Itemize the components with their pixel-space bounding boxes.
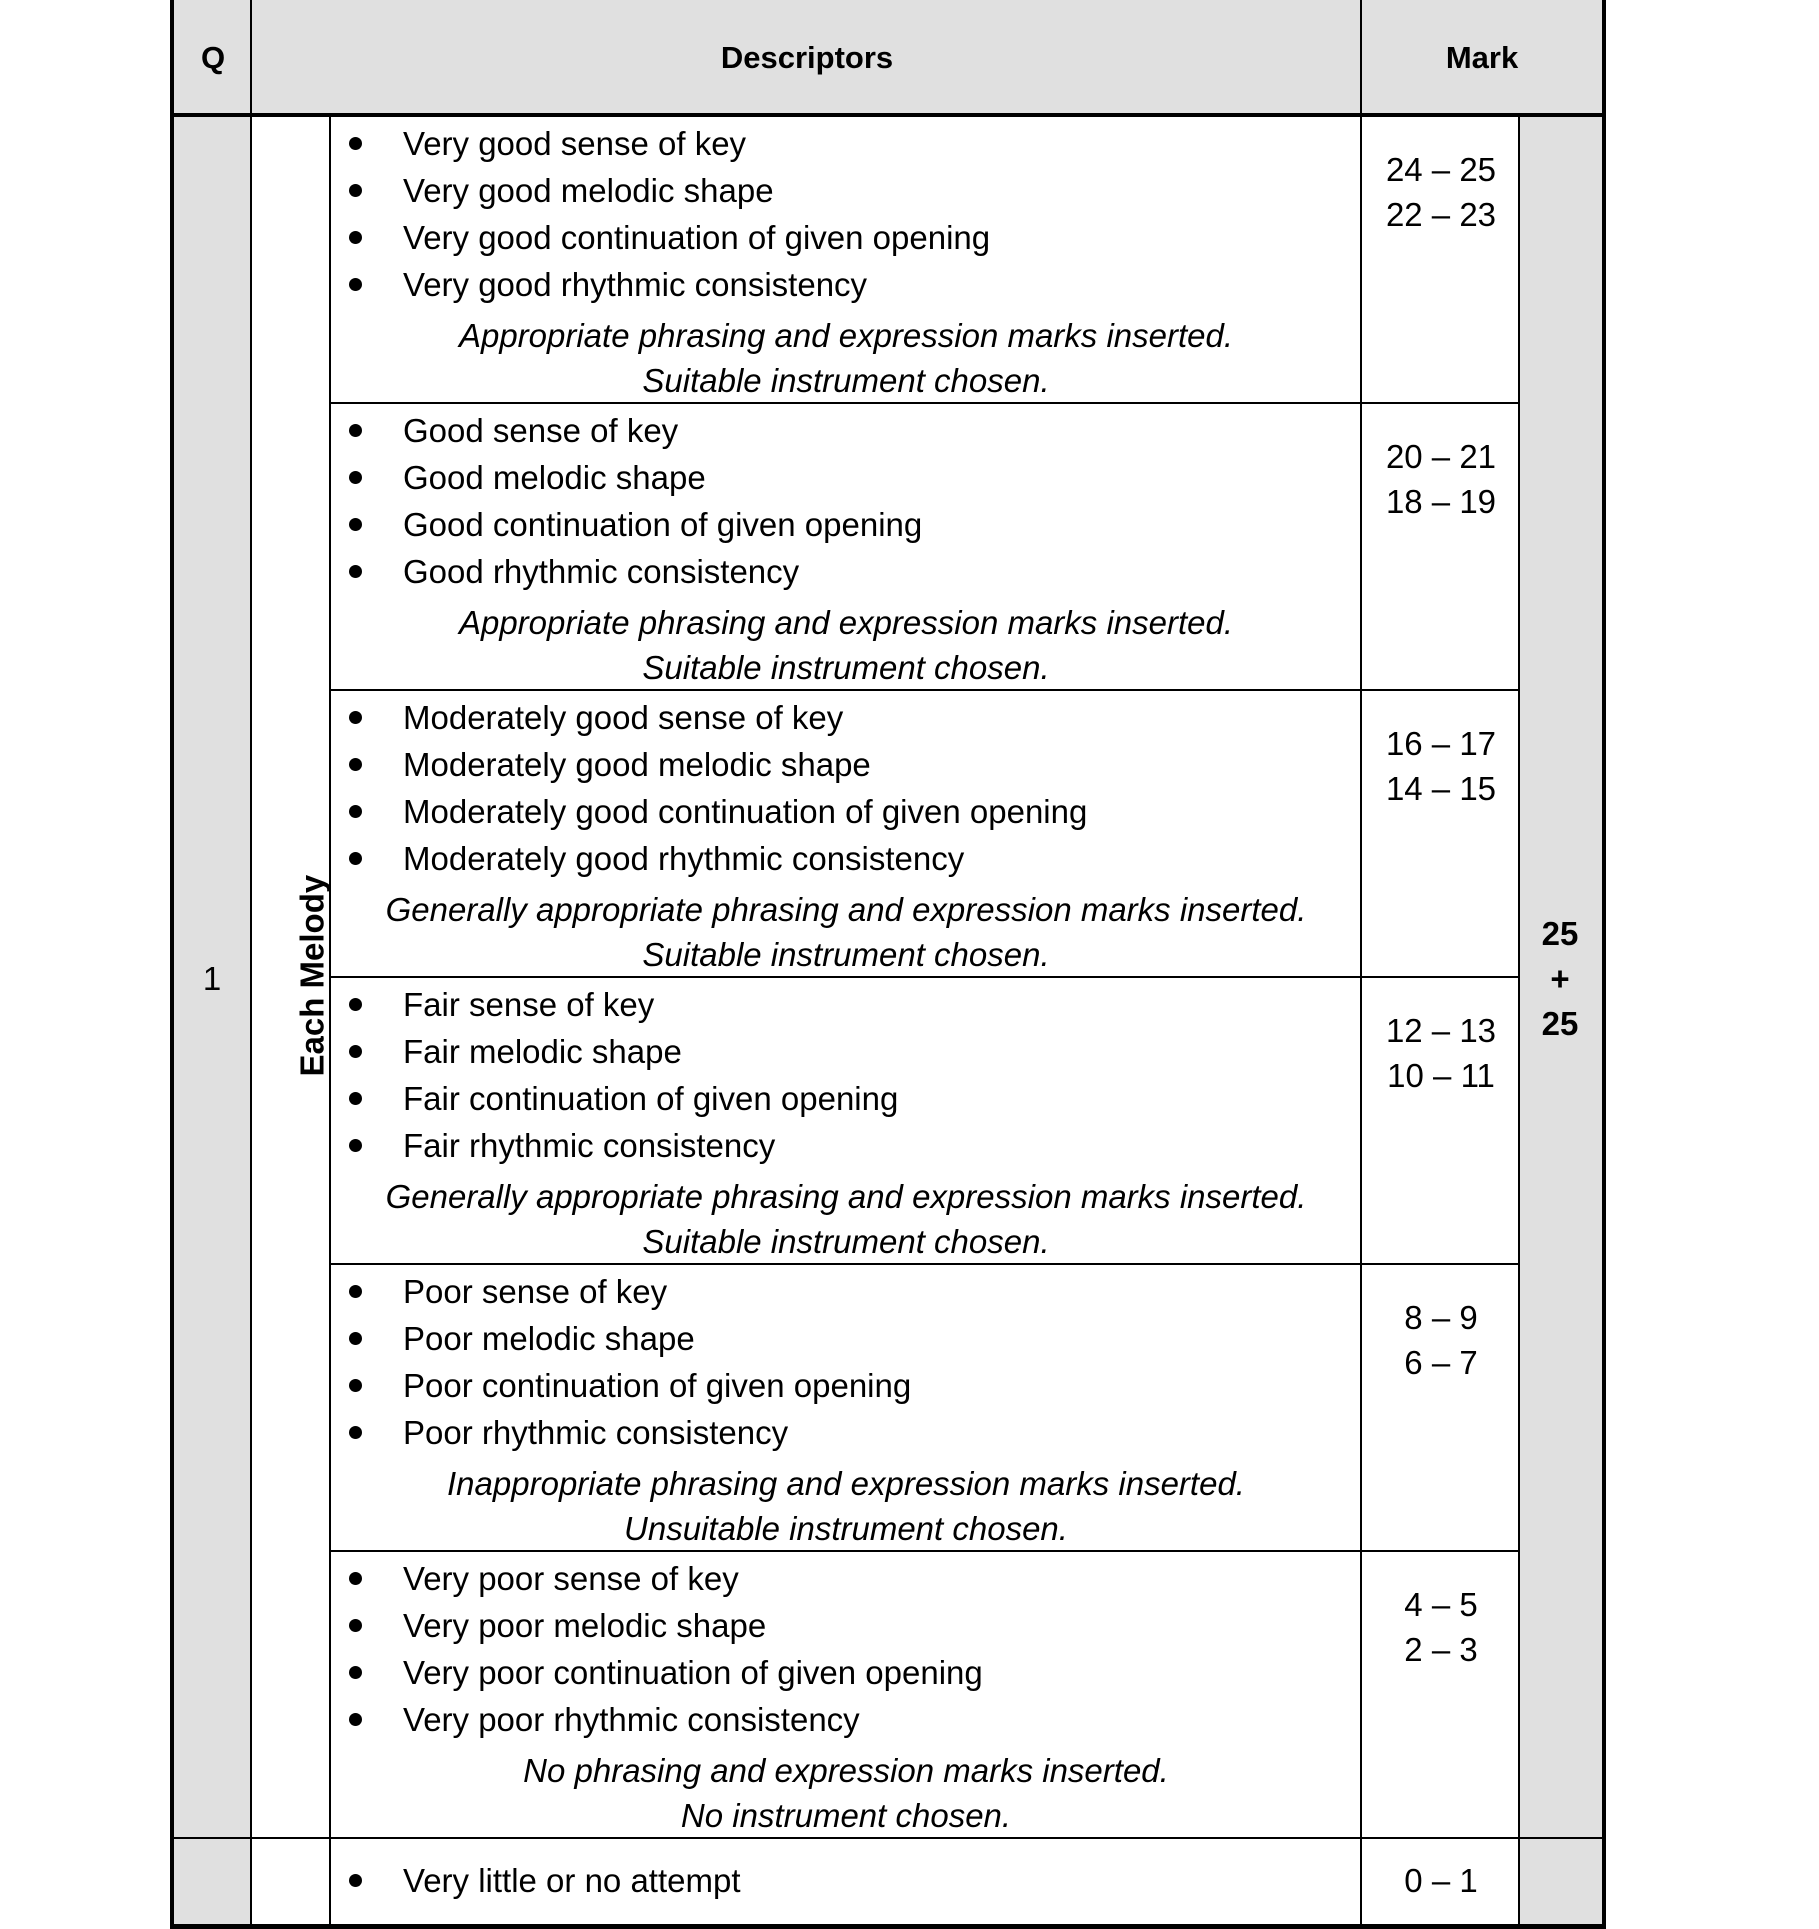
bullet-icon	[349, 137, 362, 150]
bullet-icon	[349, 805, 362, 818]
total-top: 25	[1541, 915, 1579, 952]
bullet-icon	[349, 565, 362, 578]
band-note: Appropriate phrasing and expression marks inserted.	[458, 317, 1234, 354]
band-note: No phrasing and expression marks inserted.	[523, 1752, 1169, 1789]
mark-scheme-table	[170, 0, 1606, 1929]
descriptor-band: Poor sense of key Poor melodic shape Poor continuation of given opening Poor rhythmic consistency Inappropriate phrasing and expression marks inserted. Unsuitable instrument chosen.	[331, 1268, 1361, 1550]
final-row: Very little or no attempt	[331, 1857, 1361, 1917]
bullet-icon	[349, 1874, 362, 1887]
mark-range: 8 – 9	[1404, 1299, 1478, 1336]
band-note: Suitable instrument chosen.	[642, 649, 1050, 686]
header-q: Q	[200, 39, 226, 75]
divider	[250, 0, 252, 1924]
band-note: Generally appropriate phrasing and expression marks inserted.	[385, 891, 1307, 928]
band-note: Suitable instrument chosen.	[642, 936, 1050, 973]
band-note: Suitable instrument chosen.	[642, 362, 1050, 399]
bullet-icon	[349, 471, 362, 484]
descriptor-band: Moderately good sense of key Moderately good melodic shape Moderately good continuation of given opening Moderately good rhythmic consistency Generally appropriate phrasing and expression marks inserted. Suitable instrument chosen.	[331, 694, 1361, 976]
mark-range: 12 – 13	[1385, 1012, 1497, 1049]
mark-range: 16 – 17	[1385, 725, 1497, 762]
band-note: Inappropriate phrasing and expression marks inserted.	[447, 1465, 1245, 1502]
bullet-icon	[349, 758, 362, 771]
mark-range: 20 – 21	[1385, 438, 1497, 475]
bullet-icon	[349, 852, 362, 865]
mark-range: 10 – 11	[1387, 1057, 1495, 1094]
bullet-icon	[349, 1045, 362, 1058]
band-note: Unsuitable instrument chosen.	[624, 1510, 1068, 1547]
bullet-icon	[349, 518, 362, 531]
total-bottom: 25	[1541, 1005, 1579, 1042]
bullet-icon	[349, 1572, 362, 1585]
mark-range: 4 – 5	[1404, 1586, 1478, 1623]
bullet-icon	[349, 1666, 362, 1679]
header-mark: Mark	[1445, 39, 1519, 75]
mark-range: 22 – 23	[1385, 196, 1497, 233]
mark-range: 0 – 1	[1404, 1862, 1478, 1899]
bullet-icon	[349, 1379, 362, 1392]
mark-range: 18 – 19	[1385, 483, 1497, 520]
bullet-icon	[349, 1285, 362, 1298]
each-melody-label: Each Melody	[293, 874, 331, 1077]
bullet-icon	[349, 1713, 362, 1726]
band-note: No instrument chosen.	[680, 1797, 1012, 1834]
mark-range: 14 – 15	[1385, 770, 1497, 807]
bullet-icon	[349, 1619, 362, 1632]
total-plus: +	[1550, 960, 1570, 997]
bullet-icon	[349, 1426, 362, 1439]
mark-range: 2 – 3	[1404, 1631, 1478, 1668]
descriptor-band: Very good sense of key Very good melodic shape Very good continuation of given opening Very good rhythmic consistency Appropriate phrasing and expression marks inserted. Suitable instrument chosen.	[331, 120, 1361, 402]
mark-range: 6 – 7	[1404, 1344, 1478, 1381]
header-rule	[174, 113, 1602, 117]
bullet-icon	[349, 998, 362, 1011]
mark-range: 24 – 25	[1385, 151, 1497, 188]
band-note: Appropriate phrasing and expression marks inserted.	[458, 604, 1234, 641]
bullet-icon	[349, 1332, 362, 1345]
bullet-icon	[349, 231, 362, 244]
bullet-icon	[349, 424, 362, 437]
descriptor-band: Good sense of key Good melodic shape Good continuation of given opening Good rhythmic consistency Appropriate phrasing and expression marks inserted. Suitable instrument chosen.	[331, 407, 1361, 689]
header-descriptors: Descriptors	[720, 39, 894, 75]
bullet-icon	[349, 711, 362, 724]
band-note: Generally appropriate phrasing and expression marks inserted.	[385, 1178, 1307, 1215]
question-number: 1	[202, 960, 222, 997]
bullet-icon	[349, 1139, 362, 1152]
bullet-icon	[349, 1092, 362, 1105]
descriptor-band: Fair sense of key Fair melodic shape Fair continuation of given opening Fair rhythmic consistency Generally appropriate phrasing and expression marks inserted. Suitable instrument chosen.	[331, 981, 1361, 1263]
bullet-icon	[349, 184, 362, 197]
band-note: Suitable instrument chosen.	[642, 1223, 1050, 1260]
bullet-icon	[349, 278, 362, 291]
descriptor-band: Very poor sense of key Very poor melodic shape Very poor continuation of given opening Very poor rhythmic consistency No phrasing and expression marks inserted. No instrument chosen.	[331, 1555, 1361, 1837]
